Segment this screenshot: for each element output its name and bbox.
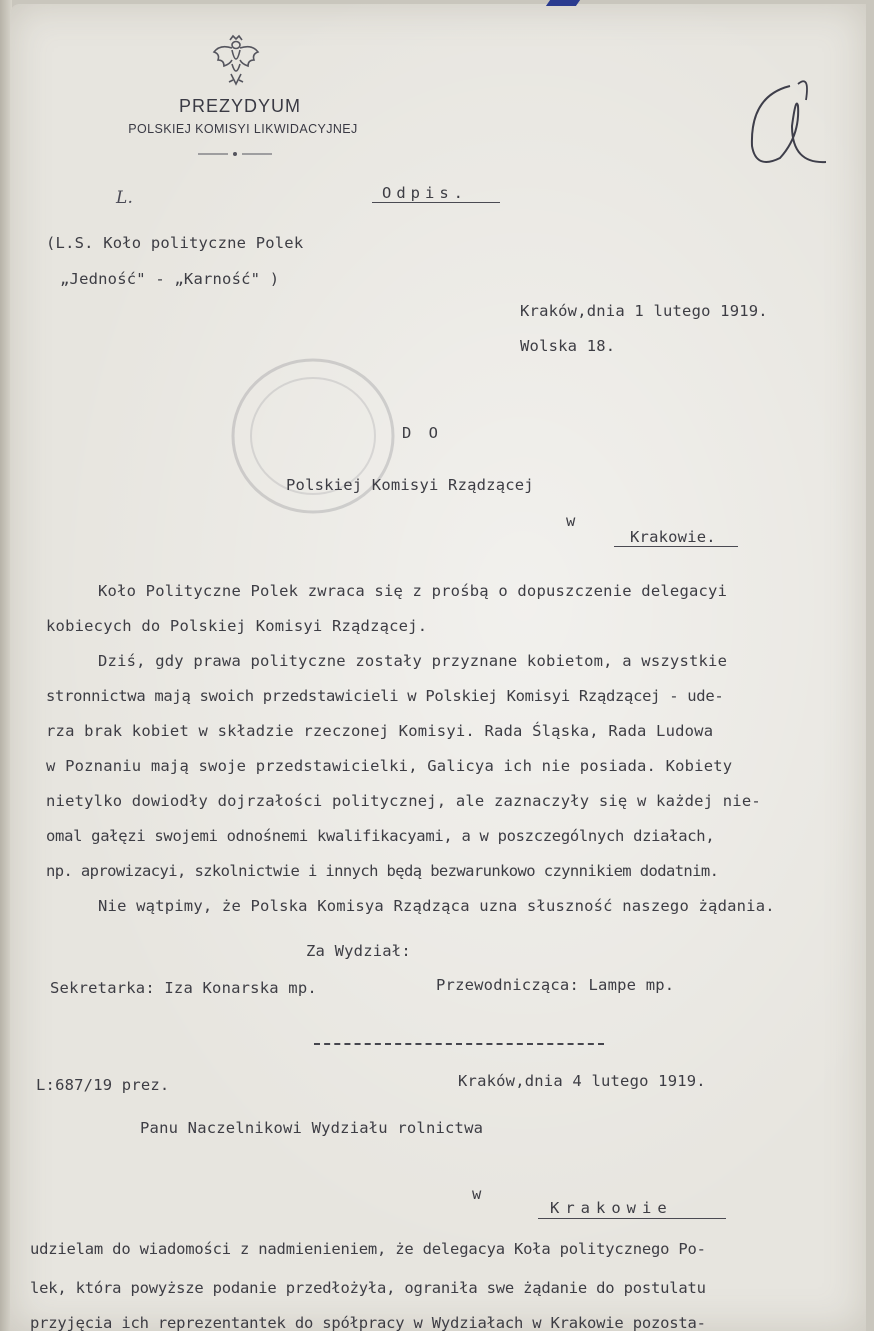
- ornament-divider: [198, 151, 272, 157]
- recipient-city: Krakowie.: [630, 528, 716, 546]
- document-page: [10, 4, 866, 1331]
- body-line: np. aprowizacyi, szkolnictwie i innych będą bezwarunkowo czynnikiem dodatnim.: [46, 862, 719, 880]
- closing-line: przyjęcia ich reprezentantek do spółpracy w Wydziałach w Krakowie pozosta-: [30, 1314, 706, 1331]
- place-date: Kraków,dnia 1 lutego 1919.: [520, 302, 768, 320]
- reference-number: L:687/19 prez.: [36, 1076, 170, 1094]
- body-line: Dziś, gdy prawa polityczne zostały przyznane kobietom, a wszystkie: [98, 652, 728, 670]
- chair-signature: Przewodnicząca: Lampe mp.: [436, 976, 675, 994]
- recipient: Polskiej Komisyi Rządzącej: [286, 476, 534, 494]
- city-underline: [614, 546, 738, 547]
- section-divider: [314, 1043, 604, 1045]
- recipient-2-city: Krakowie: [550, 1199, 673, 1217]
- body-line: nietylko dowiodły dojrzałości politycznej, ale zaznaczyły się w każdej nie-: [46, 792, 761, 810]
- seal-line-1: (L.S. Koło polityczne Polek: [46, 234, 304, 252]
- recipient-w: w: [566, 512, 576, 530]
- body-line: omal gałęzi swojemi odnośnemi kwalifikacyami, a w poszczególnych działach,: [46, 827, 715, 845]
- copy-underline: [372, 202, 500, 203]
- body-line: stronnictwa mają swoich przedstawicieli w Polskiej Komisyi Rządzącej - ude-: [46, 687, 724, 705]
- header-subtitle: POLSKIEJ KOMISYI LIKWIDACYJNEJ: [128, 122, 358, 136]
- for-department: Za Wydział:: [306, 942, 411, 960]
- header-title: PREZYDYUM: [178, 96, 301, 116]
- handwritten-mark: [740, 66, 840, 176]
- secretary-signature: Sekretarka: Iza Konarska mp.: [50, 979, 317, 997]
- recipient-2-w: w: [472, 1185, 482, 1203]
- body-line: Koło Polityczne Polek zwraca się z prośbą o dopuszczenie delegacyi: [98, 582, 728, 600]
- place-date-2: Kraków,dnia 4 lutego 1919.: [458, 1072, 706, 1090]
- address: Wolska 18.: [520, 337, 616, 355]
- to-label: D O: [402, 424, 442, 442]
- body-line: Nie wątpimy, że Polska Komisya Rządząca uzna słuszność naszego żądania.: [98, 897, 775, 915]
- closing-line: udzielam do wiadomości z nadmienieniem, że delegacya Koła politycznego Po-: [30, 1240, 706, 1258]
- seal-line-2: „Jedność" - „Karność" ): [60, 270, 280, 288]
- copy-label: Odpis.: [382, 184, 468, 202]
- body-line: rza brak kobiet w składzie rzeczonej Komisyi. Rada Śląska, Rada Ludowa: [46, 722, 714, 740]
- body-line: w Poznaniu mają swoje przedstawicielki, Galicya ich nie posiada. Kobiety: [46, 757, 733, 775]
- city-2-underline: [538, 1218, 726, 1219]
- blue-corner-mark: [546, 0, 580, 6]
- body-line: kobiecych do Polskiej Komisyi Rządzącej.: [46, 617, 428, 635]
- closing-line: lek, która powyższe podanie przedłożyła, ograniła swe żądanie do postulatu: [30, 1279, 706, 1297]
- ref-l: L.: [116, 188, 134, 208]
- faded-stamp: [228, 354, 398, 519]
- eagle-emblem-icon: [210, 34, 262, 88]
- recipient-2: Panu Naczelnikowi Wydziału rolnictwa: [140, 1119, 484, 1137]
